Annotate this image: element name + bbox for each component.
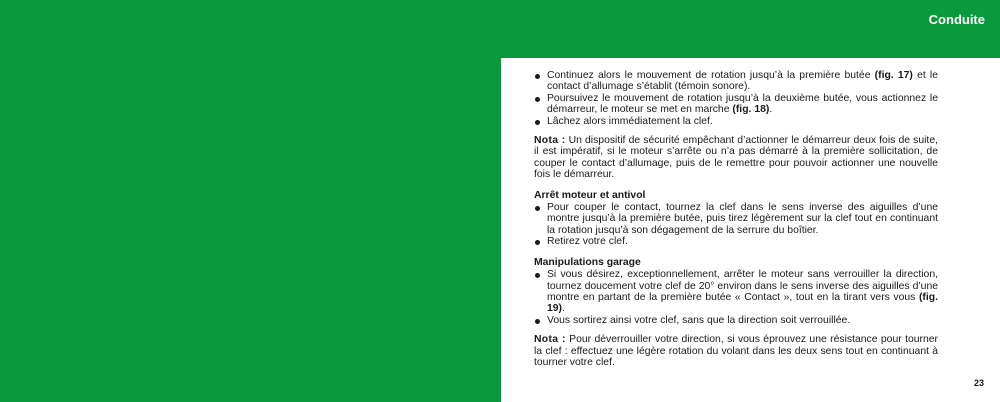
- section-heading: Manipulations garage: [534, 256, 641, 268]
- list-item: Retirez votre clef.: [534, 236, 938, 247]
- page-title: Conduite: [928, 12, 985, 27]
- right-page: [501, 0, 1000, 402]
- note-label: Nota :: [534, 135, 566, 147]
- list-item: Continuez alors le mouvement de rotation jusqu’à la première butée (fig. 17) et le contact d’allumage s’établit (témoin sonore).: [534, 70, 938, 93]
- note-paragraph: Nota : Un dispositif de sécurité empêchant d’actionner le démarreur deux fois de suite, il est impératif, si le moteur s’arrête ou n’a pas démarré à la première sollicitation, de couper le contact d’allumage, puis de le remettre pour pouvoir actionner une nouvelle fois le démarreur.: [534, 135, 938, 181]
- page-number: 23: [973, 378, 984, 388]
- list-item: Si vous désirez, exceptionnellement, arrêter le moteur sans verrouiller la direction, tournez doucement votre clef de 20° environ dans le sens inverse des aiguilles d’une montre en partant de la première butée « Contact », tout en la tirant vers vous (fig. 19).: [534, 269, 938, 315]
- figure-reference: (fig. 17): [874, 70, 913, 81]
- figure-reference: (fig. 18): [732, 104, 770, 116]
- list-item: Poursuivez le mouvement de rotation jusqu’à la deuxième butée, vous actionnez le démarreur, le moteur se met en marche (fig. 18).: [534, 93, 938, 116]
- page-content: [534, 70, 938, 368]
- note-label: Nota :: [534, 334, 566, 346]
- list-item: Vous sortirez ainsi votre clef, sans que la direction soit verrouillée.: [534, 315, 938, 326]
- list-item: Pour couper le contact, tournez la clef dans le sens inverse des aiguilles d’une montre jusqu’à la première butée, puis tirez légèrement sur la clef tout en continuant la rotation jusqu’à son dégagement de la serrure du boîtier.: [534, 202, 938, 236]
- figure-reference: (fig. 19): [547, 291, 938, 315]
- header-band: [501, 0, 1000, 58]
- section-heading: Arrêt moteur et antivol: [534, 189, 646, 201]
- list-item: Lâchez alors immédiatement la clef.: [534, 116, 938, 127]
- note-paragraph: Nota : Pour déverrouiller votre direction, si vous éprouvez une résistance pour tourner la clef : effectuez une légère rotation du volant dans les deux sens tout en continuant à tourner votre clef.: [534, 334, 938, 368]
